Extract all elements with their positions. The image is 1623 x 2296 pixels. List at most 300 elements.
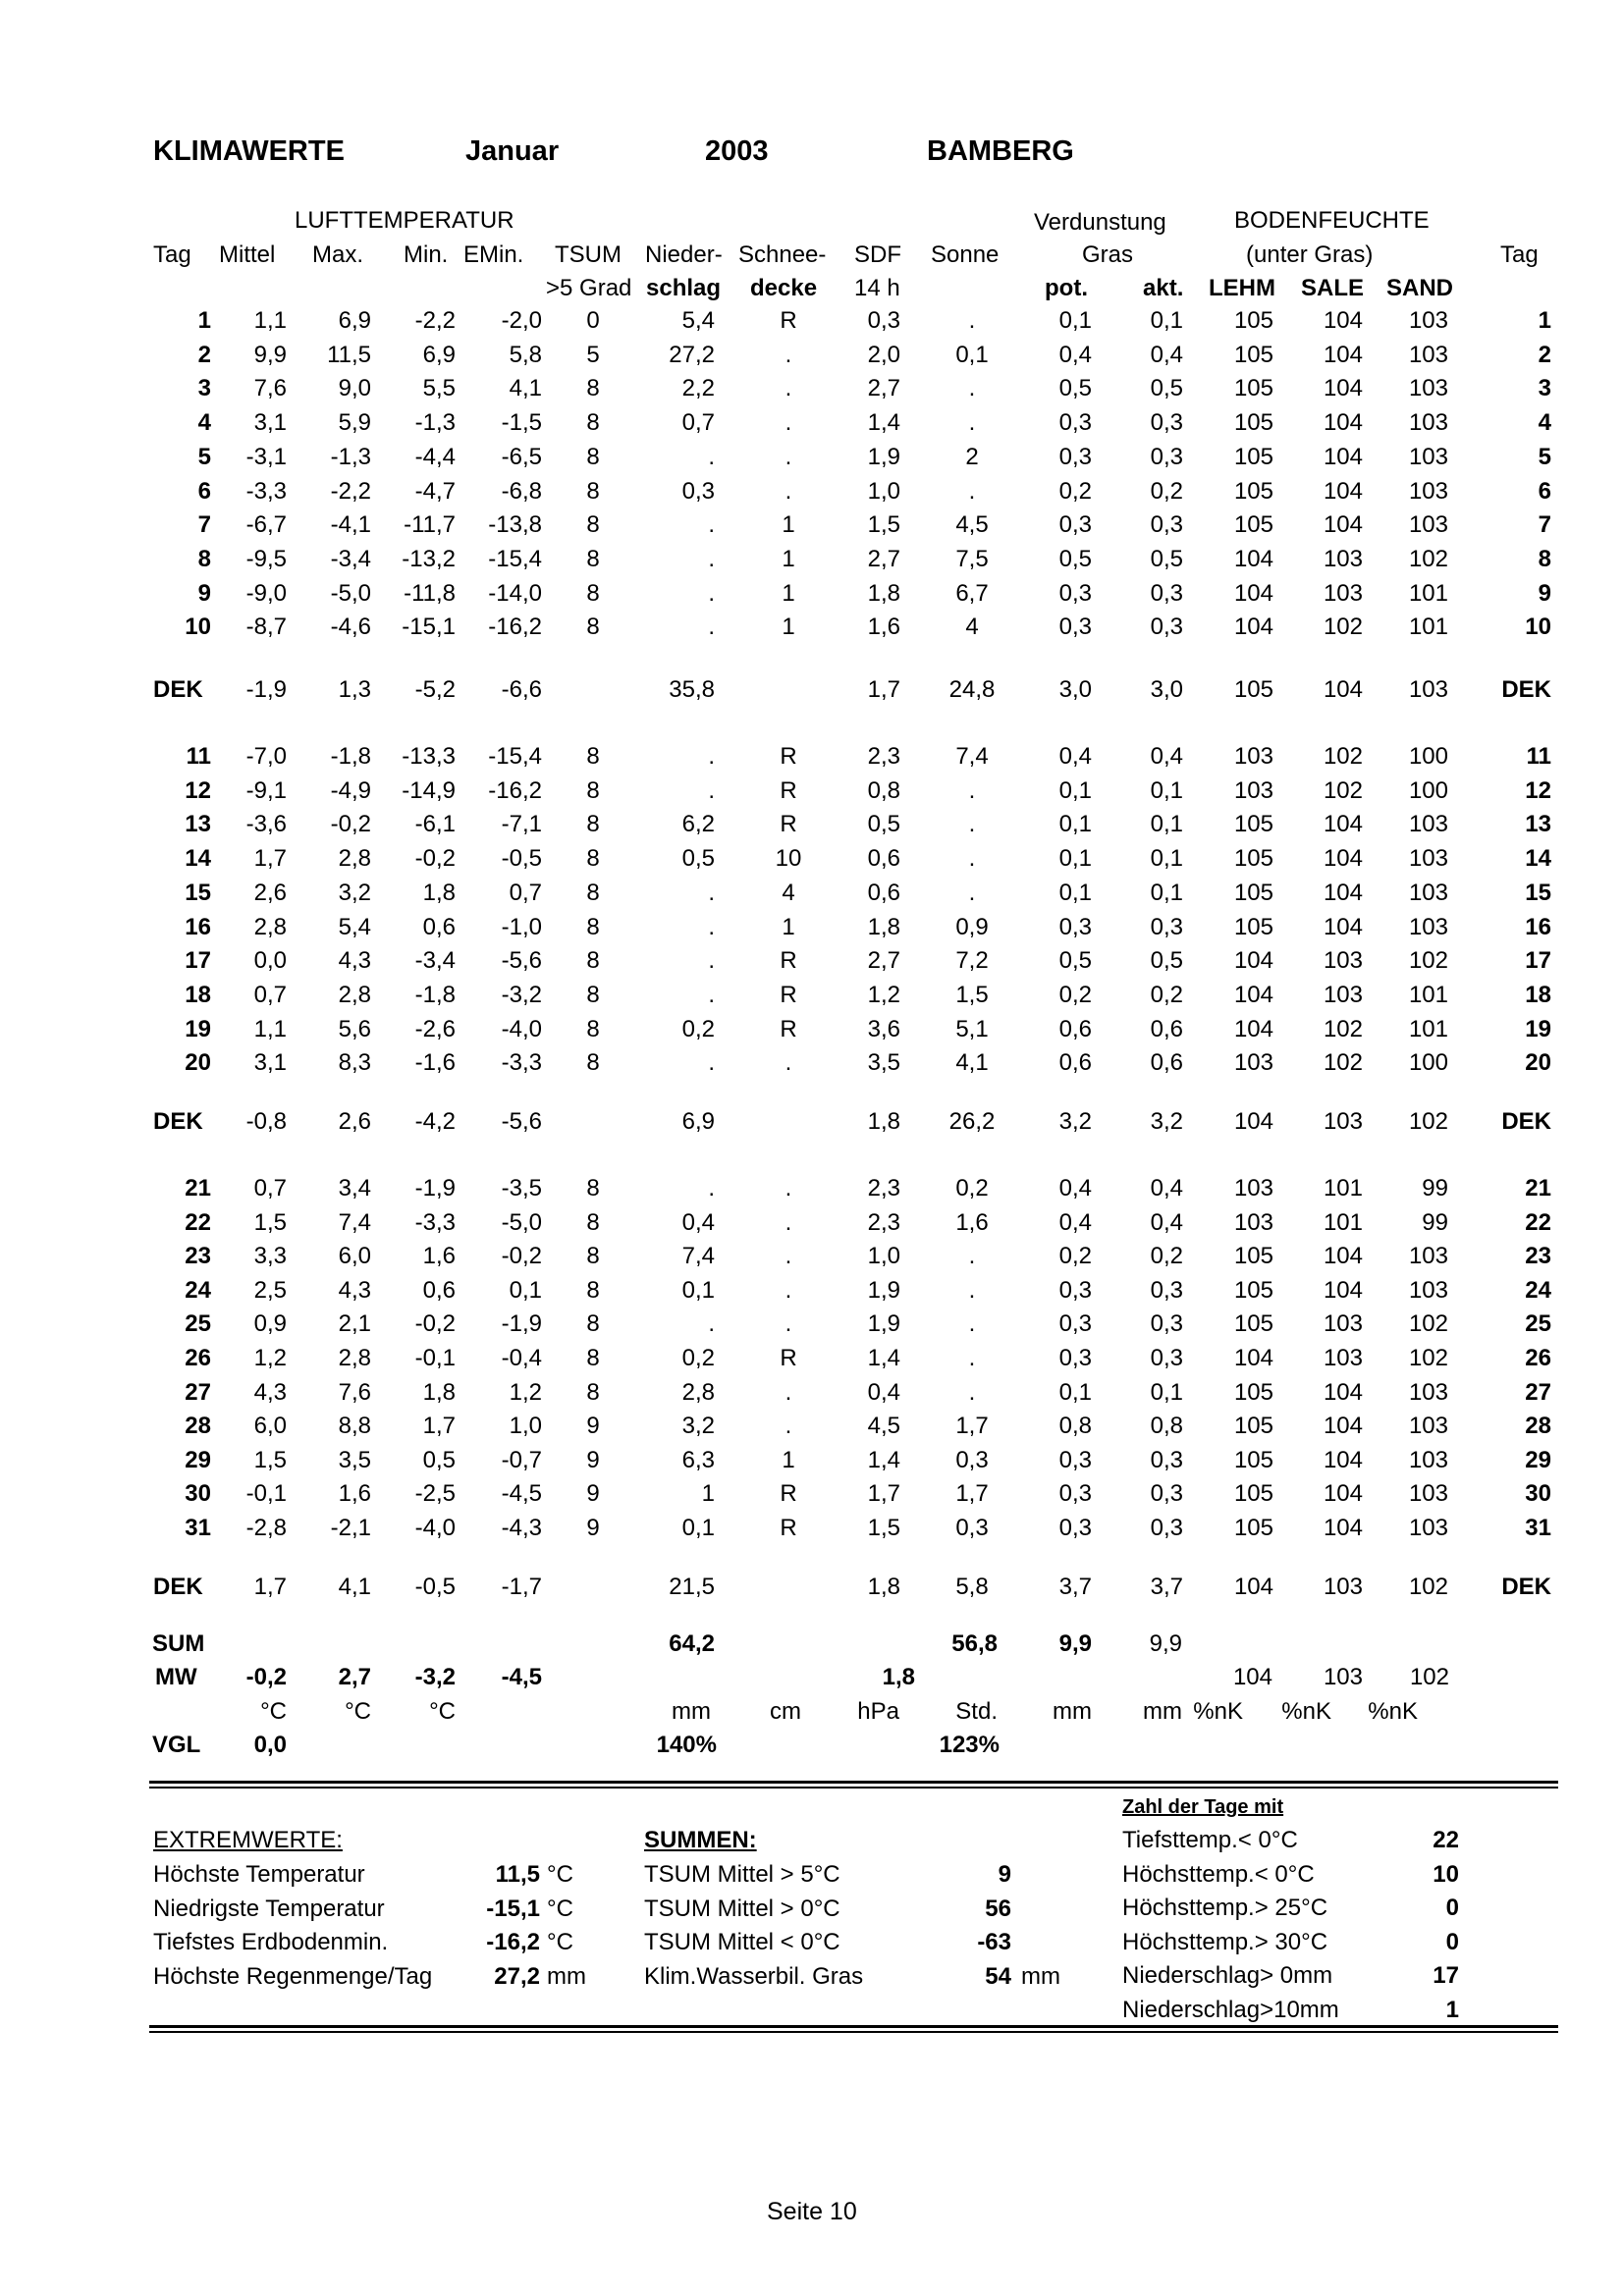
header-sand: SAND bbox=[1386, 275, 1454, 301]
row-akt: 0,6 bbox=[1150, 1015, 1183, 1042]
row-nieder: 3,2 bbox=[681, 1413, 715, 1440]
row-emin: 0,7 bbox=[509, 879, 542, 906]
row-mittel: -3,6 bbox=[245, 811, 287, 838]
zahl-tage-value: 10 bbox=[1433, 1860, 1459, 1888]
row-lehm: 103 bbox=[1233, 1208, 1273, 1236]
row-max: 8,8 bbox=[338, 1413, 371, 1440]
dek-nieder: 6,9 bbox=[681, 1108, 715, 1135]
row-schnee: R bbox=[780, 743, 797, 770]
row-lehm: 103 bbox=[1233, 776, 1273, 804]
row-sand: 103 bbox=[1408, 845, 1448, 873]
zahl-tage-label: Niederschlag>10mm bbox=[1122, 1996, 1339, 2023]
row-sonne: . bbox=[968, 776, 976, 804]
row-mittel: 3,1 bbox=[253, 409, 287, 437]
row-schnee: 10 bbox=[775, 845, 802, 873]
row-sdf: 1,5 bbox=[867, 1515, 900, 1541]
row-min: 1,6 bbox=[422, 1243, 456, 1270]
unit-nieder: mm bbox=[672, 1698, 711, 1725]
row-mittel: 2,6 bbox=[253, 879, 287, 906]
row-sale: 103 bbox=[1323, 579, 1363, 607]
row-tag-r: 23 bbox=[1525, 1243, 1551, 1270]
row-mittel: 7,6 bbox=[253, 375, 287, 402]
vgl-label: VGL bbox=[152, 1732, 201, 1758]
row-nieder: 2,8 bbox=[681, 1378, 715, 1406]
row-max: 6,9 bbox=[338, 307, 371, 334]
row-mittel: 1,1 bbox=[253, 1015, 287, 1042]
row-pot: 0,3 bbox=[1058, 614, 1092, 641]
row-sand: 103 bbox=[1408, 1243, 1448, 1270]
row-sand: 103 bbox=[1408, 409, 1448, 437]
row-nieder: 0,1 bbox=[681, 1276, 715, 1304]
row-tag-r: 1 bbox=[1538, 307, 1551, 334]
row-min: -4,0 bbox=[414, 1515, 456, 1541]
dek-sdf: 1,7 bbox=[867, 676, 900, 703]
row-sand: 103 bbox=[1408, 511, 1448, 539]
dek-mittel: -0,8 bbox=[245, 1108, 287, 1135]
dek-sale: 104 bbox=[1323, 676, 1363, 703]
summen-label: TSUM Mittel > 0°C bbox=[644, 1895, 840, 1922]
dek-mittel: -1,9 bbox=[245, 676, 287, 703]
row-pot: 0,2 bbox=[1058, 477, 1092, 505]
row-sand: 103 bbox=[1408, 341, 1448, 368]
row-sale: 104 bbox=[1323, 307, 1363, 334]
row-max: 5,6 bbox=[338, 1015, 371, 1042]
row-pot: 0,1 bbox=[1058, 1378, 1092, 1406]
row-nieder: . bbox=[708, 981, 715, 1008]
row-tag-r: 20 bbox=[1525, 1049, 1551, 1077]
row-nieder: 0,5 bbox=[681, 845, 715, 873]
header-grad5: >5 Grad bbox=[546, 275, 632, 301]
row-tsum: 9 bbox=[586, 1413, 600, 1440]
summen-value: 9 bbox=[998, 1861, 1011, 1888]
zahl-tage-value: 17 bbox=[1433, 1962, 1459, 1989]
dek-min: -0,5 bbox=[414, 1574, 456, 1600]
row-nieder: 0,4 bbox=[681, 1208, 715, 1236]
row-sale: 104 bbox=[1323, 1276, 1363, 1304]
row-max: -3,4 bbox=[330, 545, 371, 572]
row-akt: 0,3 bbox=[1150, 1276, 1183, 1304]
header-schnee: Schnee- bbox=[738, 241, 827, 268]
row-tag: 12 bbox=[185, 776, 211, 804]
report-title: KLIMAWERTE bbox=[153, 135, 345, 167]
row-sdf: 0,6 bbox=[867, 879, 900, 906]
extremwerte-unit: mm bbox=[547, 1962, 586, 1990]
row-emin: 1,0 bbox=[509, 1413, 542, 1440]
row-lehm: 104 bbox=[1233, 614, 1273, 641]
row-mittel: 3,1 bbox=[253, 1049, 287, 1077]
row-schnee: . bbox=[784, 1413, 792, 1440]
row-sand: 99 bbox=[1422, 1208, 1448, 1236]
row-akt: 0,8 bbox=[1150, 1413, 1183, 1440]
unit-sand: %nK bbox=[1368, 1698, 1418, 1725]
row-tag-r: 3 bbox=[1538, 375, 1551, 402]
row-nieder: . bbox=[708, 511, 715, 539]
row-akt: 0,4 bbox=[1150, 743, 1183, 770]
row-min: -11,7 bbox=[404, 511, 456, 539]
row-schnee: . bbox=[784, 1243, 792, 1270]
row-sonne: 1,7 bbox=[955, 1480, 989, 1508]
row-tsum: 9 bbox=[586, 1446, 600, 1473]
row-emin: -4,0 bbox=[501, 1015, 542, 1042]
row-sonne: . bbox=[968, 879, 976, 906]
row-sand: 101 bbox=[1408, 579, 1448, 607]
sum-sonne: 56,8 bbox=[951, 1630, 998, 1657]
unit-sonne: Std. bbox=[955, 1698, 998, 1725]
row-sonne: 0,9 bbox=[955, 913, 989, 940]
row-sale: 104 bbox=[1323, 1413, 1363, 1440]
row-sand: 100 bbox=[1408, 776, 1448, 804]
row-akt: 0,3 bbox=[1150, 913, 1183, 940]
unit-max: °C bbox=[345, 1698, 371, 1725]
row-sdf: 1,9 bbox=[867, 443, 900, 470]
row-max: 9,0 bbox=[338, 375, 371, 402]
row-min: -11,8 bbox=[404, 579, 456, 607]
row-akt: 0,4 bbox=[1150, 1175, 1183, 1201]
mw-lehm: 104 bbox=[1232, 1664, 1272, 1690]
summen-label: TSUM Mittel > 5°C bbox=[644, 1861, 840, 1888]
row-max: 2,8 bbox=[338, 1345, 371, 1371]
row-max: -1,8 bbox=[330, 743, 371, 770]
header-akt: akt. bbox=[1143, 275, 1184, 301]
dek-emin: -6,6 bbox=[501, 676, 542, 703]
row-max: -4,9 bbox=[330, 776, 371, 804]
row-nieder: 2,2 bbox=[681, 375, 715, 402]
zahl-tage-heading: Zahl der Tage mit bbox=[1122, 1796, 1284, 1818]
row-akt: 0,4 bbox=[1150, 1208, 1183, 1236]
row-min: -3,4 bbox=[414, 947, 456, 975]
row-tsum: 8 bbox=[586, 1015, 600, 1042]
row-pot: 0,4 bbox=[1058, 341, 1092, 368]
row-sale: 102 bbox=[1323, 776, 1363, 804]
row-tag: 27 bbox=[185, 1378, 211, 1406]
row-sdf: 4,5 bbox=[867, 1413, 900, 1440]
dek-pot: 3,7 bbox=[1058, 1574, 1092, 1600]
row-sonne: 1,5 bbox=[955, 981, 989, 1008]
row-sonne: 7,5 bbox=[955, 545, 989, 572]
row-min: -1,8 bbox=[414, 981, 456, 1008]
row-pot: 0,1 bbox=[1058, 845, 1092, 873]
row-max: -2,1 bbox=[330, 1515, 371, 1541]
row-sonne: . bbox=[968, 1276, 976, 1304]
extremwerte-unit: °C bbox=[547, 1929, 573, 1955]
row-akt: 0,3 bbox=[1150, 1515, 1183, 1541]
mw-mittel: -0,2 bbox=[245, 1664, 287, 1690]
row-sand: 102 bbox=[1408, 1345, 1448, 1371]
row-pot: 0,1 bbox=[1058, 307, 1092, 334]
row-lehm: 105 bbox=[1233, 1243, 1273, 1270]
extremwerte-heading: EXTREMWERTE: bbox=[153, 1827, 343, 1853]
row-tsum: 8 bbox=[586, 375, 600, 402]
row-emin: 1,2 bbox=[509, 1378, 542, 1406]
row-schnee: . bbox=[784, 477, 792, 505]
mw-sdf: 1,8 bbox=[882, 1664, 915, 1690]
dek-mittel: 1,7 bbox=[253, 1574, 287, 1600]
dek-nieder: 21,5 bbox=[669, 1574, 715, 1600]
extremwerte-label: Höchste Regenmenge/Tag bbox=[153, 1962, 433, 1990]
row-sdf: 1,2 bbox=[867, 981, 900, 1008]
summen-unit: mm bbox=[1021, 1962, 1060, 1990]
row-schnee: 1 bbox=[782, 511, 795, 539]
row-tag: 10 bbox=[185, 614, 211, 641]
dek-sonne: 24,8 bbox=[948, 676, 996, 703]
row-sdf: 1,9 bbox=[867, 1276, 900, 1304]
row-sand: 103 bbox=[1408, 1446, 1448, 1473]
dek-min: -5,2 bbox=[414, 676, 456, 703]
row-tag: 14 bbox=[185, 845, 211, 873]
row-min: 5,5 bbox=[422, 375, 456, 402]
summen-value: -63 bbox=[977, 1929, 1011, 1955]
row-tsum: 8 bbox=[586, 743, 600, 770]
row-max: 5,4 bbox=[338, 913, 371, 940]
row-nieder: 0,2 bbox=[681, 1015, 715, 1042]
vgl-nieder: 140% bbox=[656, 1732, 717, 1758]
row-pot: 0,3 bbox=[1058, 1345, 1092, 1371]
header-schlag: schlag bbox=[646, 275, 722, 301]
row-pot: 0,3 bbox=[1058, 1515, 1092, 1541]
row-tag: 9 bbox=[197, 579, 211, 607]
row-pot: 0,5 bbox=[1058, 947, 1092, 975]
mw-sand: 102 bbox=[1409, 1664, 1449, 1690]
row-sand: 103 bbox=[1408, 375, 1448, 402]
row-sale: 101 bbox=[1323, 1208, 1363, 1236]
row-tag: 15 bbox=[185, 879, 211, 906]
summen-heading: SUMMEN: bbox=[644, 1827, 757, 1853]
row-nieder: 27,2 bbox=[669, 341, 715, 368]
row-mittel: 1,5 bbox=[253, 1208, 287, 1236]
row-schnee: R bbox=[780, 1015, 797, 1042]
row-tag-r: 10 bbox=[1525, 614, 1551, 641]
row-lehm: 105 bbox=[1233, 1310, 1273, 1338]
row-tag-r: 5 bbox=[1538, 443, 1551, 470]
dek-tag: DEK bbox=[153, 1574, 203, 1600]
divider-bottom-inner bbox=[149, 2031, 1558, 2033]
row-nieder: . bbox=[708, 1049, 715, 1077]
row-min: -2,2 bbox=[414, 307, 456, 334]
row-schnee: R bbox=[780, 776, 797, 804]
row-akt: 0,3 bbox=[1150, 1310, 1183, 1338]
row-min: -1,9 bbox=[414, 1175, 456, 1201]
row-max: 4,3 bbox=[338, 1276, 371, 1304]
row-max: -1,3 bbox=[330, 443, 371, 470]
row-sand: 101 bbox=[1408, 981, 1448, 1008]
row-tag: 3 bbox=[197, 375, 211, 402]
row-tsum: 8 bbox=[586, 1175, 600, 1201]
dek-sale: 103 bbox=[1323, 1574, 1363, 1600]
row-emin: -1,0 bbox=[501, 913, 542, 940]
summen-value: 56 bbox=[985, 1895, 1011, 1922]
row-sand: 99 bbox=[1422, 1175, 1448, 1201]
dek-tag-r: DEK bbox=[1501, 1108, 1551, 1135]
header-14h: 14 h bbox=[854, 275, 900, 301]
row-lehm: 104 bbox=[1233, 1015, 1273, 1042]
summen-label: TSUM Mittel < 0°C bbox=[644, 1929, 840, 1955]
row-min: -0,2 bbox=[414, 845, 456, 873]
row-tag-r: 9 bbox=[1538, 579, 1551, 607]
row-tsum: 8 bbox=[586, 981, 600, 1008]
row-tsum: 8 bbox=[586, 443, 600, 470]
row-sale: 103 bbox=[1323, 545, 1363, 572]
row-mittel: -3,3 bbox=[245, 477, 287, 505]
row-lehm: 103 bbox=[1233, 743, 1273, 770]
row-sand: 100 bbox=[1408, 1049, 1448, 1077]
row-tag-r: 15 bbox=[1525, 879, 1551, 906]
row-akt: 0,4 bbox=[1150, 341, 1183, 368]
row-sand: 103 bbox=[1408, 1515, 1448, 1541]
row-akt: 0,3 bbox=[1150, 579, 1183, 607]
row-lehm: 105 bbox=[1233, 1480, 1273, 1508]
row-emin: -7,1 bbox=[501, 811, 542, 838]
header-decke: decke bbox=[750, 275, 818, 301]
row-tsum: 8 bbox=[586, 1345, 600, 1371]
row-tsum: 0 bbox=[586, 307, 600, 334]
row-schnee: . bbox=[784, 341, 792, 368]
row-min: -15,1 bbox=[402, 614, 456, 641]
row-sonne: 7,2 bbox=[955, 947, 989, 975]
row-min: -3,3 bbox=[414, 1208, 456, 1236]
dek-akt: 3,2 bbox=[1150, 1108, 1183, 1135]
row-tag-r: 29 bbox=[1525, 1446, 1551, 1473]
unit-pot: mm bbox=[1053, 1698, 1092, 1725]
row-emin: -16,2 bbox=[488, 614, 542, 641]
row-max: 7,6 bbox=[338, 1378, 371, 1406]
row-schnee: R bbox=[780, 947, 797, 975]
dek-lehm: 105 bbox=[1233, 676, 1273, 703]
row-sale: 103 bbox=[1323, 1345, 1363, 1371]
row-tag: 5 bbox=[197, 443, 211, 470]
row-max: 5,9 bbox=[338, 409, 371, 437]
row-sand: 102 bbox=[1408, 1310, 1448, 1338]
row-schnee: . bbox=[784, 443, 792, 470]
row-mittel: 6,0 bbox=[253, 1413, 287, 1440]
mw-max: 2,7 bbox=[338, 1664, 371, 1690]
row-lehm: 104 bbox=[1233, 1345, 1273, 1371]
row-tsum: 9 bbox=[586, 1515, 600, 1541]
row-nieder: . bbox=[708, 443, 715, 470]
dek-pot: 3,2 bbox=[1058, 1108, 1092, 1135]
row-sonne: 0,2 bbox=[955, 1175, 989, 1201]
row-sonne: . bbox=[968, 1345, 976, 1371]
row-nieder: . bbox=[708, 1175, 715, 1201]
row-nieder: 7,4 bbox=[681, 1243, 715, 1270]
row-pot: 0,3 bbox=[1058, 443, 1092, 470]
dek-tag: DEK bbox=[153, 1108, 203, 1135]
vgl-sonne: 123% bbox=[939, 1732, 1000, 1758]
row-sale: 103 bbox=[1323, 981, 1363, 1008]
row-nieder: 0,7 bbox=[681, 409, 715, 437]
header-lufttemperatur: LUFTTEMPERATUR bbox=[295, 207, 514, 234]
row-mittel: 0,7 bbox=[253, 1175, 287, 1201]
row-tag: 17 bbox=[185, 947, 211, 975]
row-min: 0,6 bbox=[422, 913, 456, 940]
dek-sale: 103 bbox=[1323, 1108, 1363, 1135]
row-sonne: . bbox=[968, 307, 976, 334]
row-schnee: . bbox=[784, 375, 792, 402]
row-sand: 100 bbox=[1408, 743, 1448, 770]
row-schnee: R bbox=[780, 1480, 797, 1508]
row-tag: 21 bbox=[185, 1175, 211, 1201]
row-sale: 103 bbox=[1323, 947, 1363, 975]
report-month: Januar bbox=[465, 135, 560, 167]
row-pot: 0,3 bbox=[1058, 1276, 1092, 1304]
row-pot: 0,4 bbox=[1058, 743, 1092, 770]
row-tag: 31 bbox=[185, 1515, 211, 1541]
row-tag: 4 bbox=[197, 409, 211, 437]
report-year: 2003 bbox=[705, 135, 769, 167]
header-verdunstung: Verdunstung bbox=[1034, 209, 1166, 236]
unit-min: °C bbox=[429, 1698, 456, 1725]
row-mittel: -2,8 bbox=[245, 1515, 287, 1541]
row-sdf: 1,9 bbox=[867, 1310, 900, 1338]
row-tag: 22 bbox=[185, 1208, 211, 1236]
row-sdf: 1,5 bbox=[867, 511, 900, 539]
row-sale: 102 bbox=[1323, 743, 1363, 770]
row-tsum: 8 bbox=[586, 1243, 600, 1270]
row-tag-r: 26 bbox=[1525, 1345, 1551, 1371]
row-emin: -3,3 bbox=[501, 1049, 542, 1077]
row-tag: 30 bbox=[185, 1480, 211, 1508]
row-sdf: 1,4 bbox=[867, 1446, 900, 1473]
row-nieder: 0,3 bbox=[681, 477, 715, 505]
row-max: 3,4 bbox=[338, 1175, 371, 1201]
row-sonne: 6,7 bbox=[955, 579, 989, 607]
row-sand: 102 bbox=[1408, 545, 1448, 572]
extremwerte-unit: °C bbox=[547, 1861, 573, 1888]
row-lehm: 104 bbox=[1233, 545, 1273, 572]
summen-value: 54 bbox=[985, 1962, 1011, 1990]
row-tag-r: 8 bbox=[1538, 545, 1551, 572]
row-tsum: 8 bbox=[586, 811, 600, 838]
row-emin: -0,7 bbox=[501, 1446, 542, 1473]
row-mittel: 2,5 bbox=[253, 1276, 287, 1304]
row-schnee: . bbox=[784, 1208, 792, 1236]
row-akt: 0,3 bbox=[1150, 443, 1183, 470]
row-mittel: -8,7 bbox=[245, 614, 287, 641]
row-tag-r: 25 bbox=[1525, 1310, 1551, 1338]
row-akt: 0,5 bbox=[1150, 545, 1183, 572]
row-sdf: 0,6 bbox=[867, 845, 900, 873]
row-schnee: 1 bbox=[782, 614, 795, 641]
row-mittel: 2,8 bbox=[253, 913, 287, 940]
row-tsum: 8 bbox=[586, 477, 600, 505]
header-tsum: TSUM bbox=[555, 241, 622, 268]
row-emin: -1,9 bbox=[501, 1310, 542, 1338]
row-sale: 104 bbox=[1323, 1378, 1363, 1406]
row-mittel: 3,3 bbox=[253, 1243, 287, 1270]
row-akt: 0,2 bbox=[1150, 477, 1183, 505]
row-tag-r: 13 bbox=[1525, 811, 1551, 838]
zahl-tage-label: Tiefsttemp.< 0°C bbox=[1122, 1827, 1298, 1853]
row-akt: 0,1 bbox=[1150, 879, 1183, 906]
row-sdf: 3,6 bbox=[867, 1015, 900, 1042]
mw-min: -3,2 bbox=[414, 1664, 456, 1690]
row-emin: 4,1 bbox=[509, 375, 542, 402]
row-lehm: 105 bbox=[1233, 1378, 1273, 1406]
zahl-tage-label: Höchsttemp.> 25°C bbox=[1122, 1895, 1328, 1921]
row-lehm: 105 bbox=[1233, 341, 1273, 368]
row-tag-r: 27 bbox=[1525, 1378, 1551, 1406]
extremwerte-value: -15,1 bbox=[486, 1895, 540, 1922]
page-number: Seite 10 bbox=[767, 2198, 857, 2225]
row-sale: 104 bbox=[1323, 409, 1363, 437]
row-nieder: . bbox=[708, 614, 715, 641]
row-min: -0,2 bbox=[414, 1310, 456, 1338]
row-tag: 28 bbox=[185, 1413, 211, 1440]
row-akt: 0,1 bbox=[1150, 776, 1183, 804]
row-schnee: . bbox=[784, 1378, 792, 1406]
row-tag-r: 19 bbox=[1525, 1015, 1551, 1042]
dek-sand: 103 bbox=[1408, 676, 1448, 703]
row-sdf: 3,5 bbox=[867, 1049, 900, 1077]
